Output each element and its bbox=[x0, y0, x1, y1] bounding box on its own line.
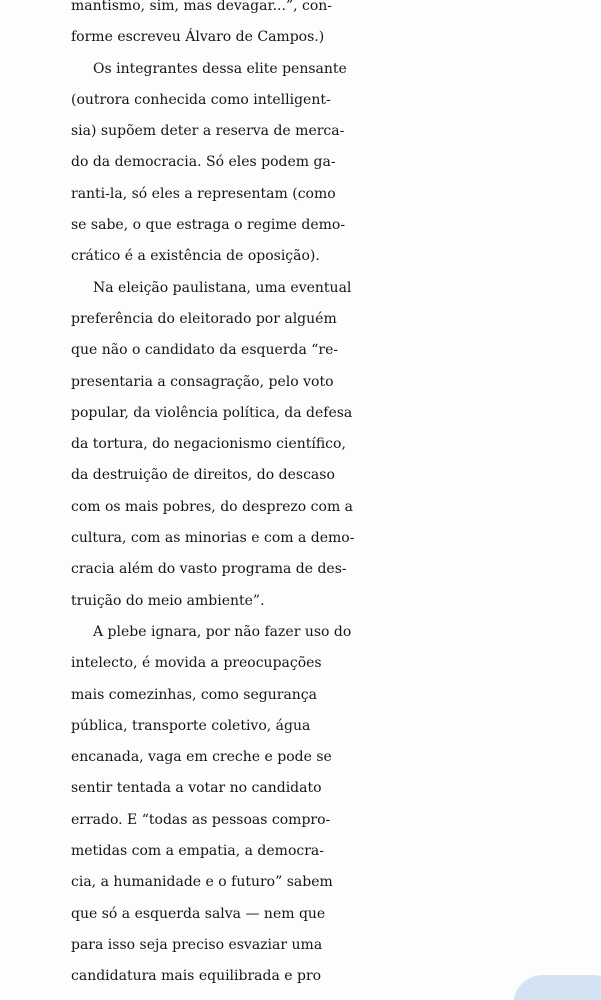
scroll-indicator[interactable] bbox=[513, 975, 601, 1000]
article-text-line: sentir tentada a votar no candidato bbox=[71, 780, 322, 797]
article-text-line: do da democracia. Só eles podem ga- bbox=[71, 154, 336, 171]
article-text-line: que só a esquerda salva — nem que bbox=[71, 905, 326, 922]
article-text-line: truição do meio ambiente”. bbox=[71, 592, 265, 609]
article-text-line: A plebe ignara, por não fazer uso do bbox=[93, 623, 352, 640]
article-text-line: candidatura mais equilibrada e pro bbox=[71, 968, 322, 985]
article-text-line: Na eleição paulistana, uma eventual bbox=[93, 279, 352, 296]
article-text-line: cia, a humanidade e o futuro” sabem bbox=[71, 874, 333, 891]
article-text-line: errado. E “todas as pessoas compro- bbox=[71, 811, 331, 828]
article-text-line: popular, da violência política, da defesa bbox=[71, 404, 353, 421]
article-text-line: com os mais pobres, do desprezo com a bbox=[71, 498, 354, 515]
article-text-line: presentaria a consagração, pelo voto bbox=[71, 373, 334, 390]
article-text-line: sia) supõem deter a reserva de merca- bbox=[71, 123, 345, 140]
article-text-line: (outrora conhecida como intelligent- bbox=[71, 91, 331, 108]
article-text-line: que não o candidato da esquerda “re- bbox=[71, 342, 339, 359]
article-text-line: mantismo, sim, mas devagar...”, con- bbox=[71, 0, 333, 14]
article-text-line: mais comezinhas, como segurança bbox=[71, 686, 317, 703]
article-text-line: para isso seja preciso esvaziar uma bbox=[71, 936, 323, 953]
article-text-line: metidas com a empatia, a democra- bbox=[71, 843, 324, 860]
article-text-line: cultura, com as minorias e com a demo- bbox=[71, 530, 355, 547]
article-text-line: crático é a existência de oposição). bbox=[71, 248, 320, 265]
article-text-line: Os integrantes dessa elite pensante bbox=[93, 60, 347, 77]
article-text-line: intelecto, é movida a preocupações bbox=[71, 655, 322, 672]
article-text-line: encanada, vaga em creche e pode se bbox=[71, 749, 332, 766]
article-text-line: forme escreveu Álvaro de Campos.) bbox=[71, 29, 325, 46]
article-column bbox=[71, 0, 591, 993]
article-text-line: da tortura, do negacionismo científico, bbox=[71, 436, 346, 453]
article-text-line: pública, transporte coletivo, água bbox=[71, 717, 311, 734]
article-text-line: preferência do eleitorado por alguém bbox=[71, 310, 337, 327]
article-text-line: cracia além do vasto programa de des- bbox=[71, 561, 347, 578]
article-text-line: ranti-la, só eles a representam (como bbox=[71, 185, 336, 202]
article-text-line: da destruição de direitos, do descaso bbox=[71, 467, 335, 484]
article-text-line: se sabe, o que estraga o regime demo- bbox=[71, 217, 346, 234]
